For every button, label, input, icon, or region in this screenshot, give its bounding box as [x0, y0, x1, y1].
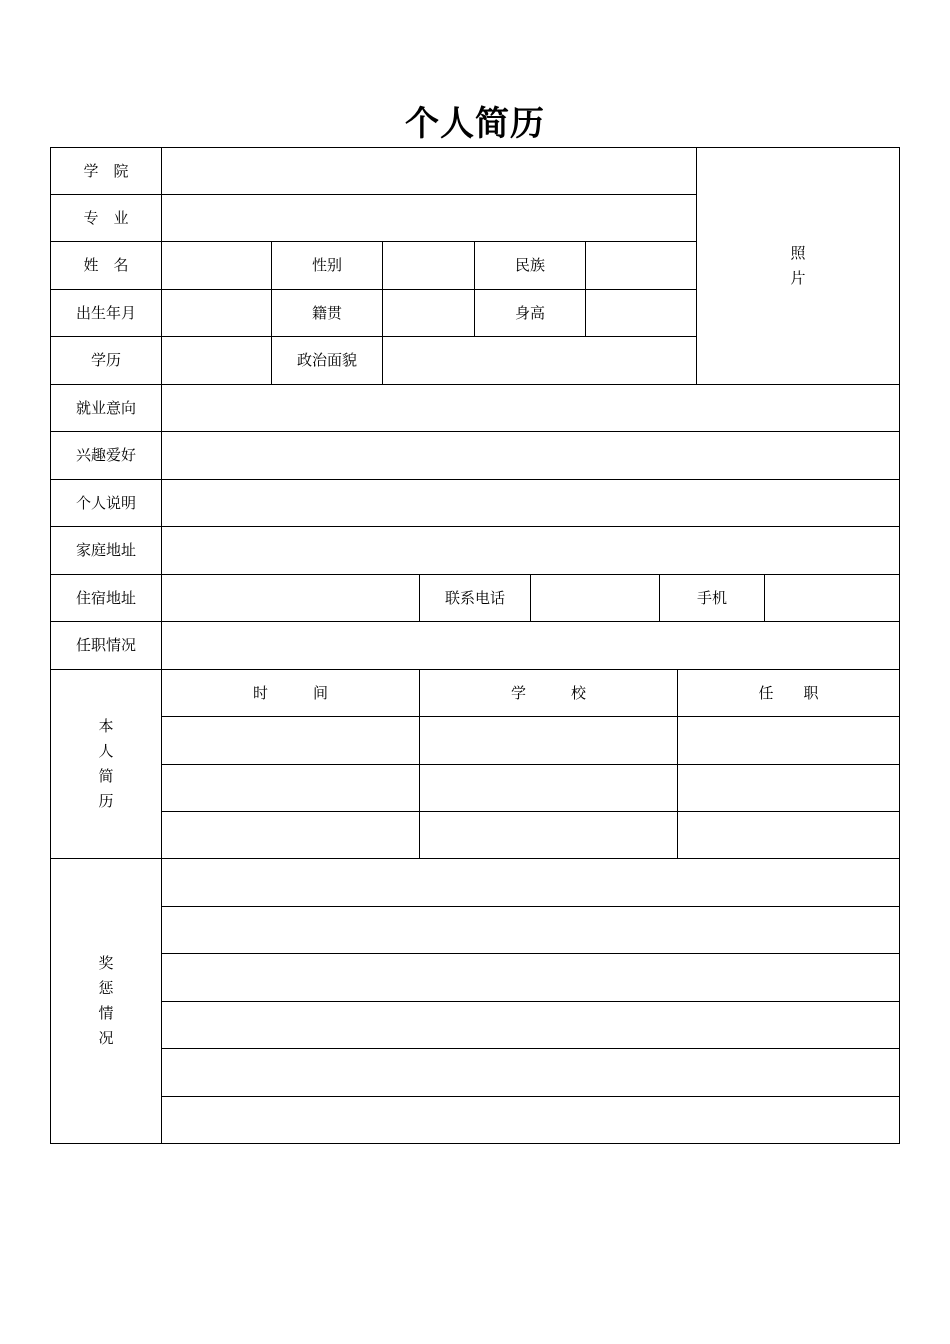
job-intention-label: 就业意向 [75, 398, 136, 417]
birth-label: 出生年月 [75, 303, 136, 322]
name-label: 姓 名 [83, 256, 129, 274]
dorm-address-label: 住宿地址 [75, 588, 136, 607]
row-line [161, 906, 900, 907]
row-line [161, 953, 900, 954]
row-line [50, 858, 900, 859]
document-title: 个人简历 [405, 104, 545, 144]
photo-label-text: 照 片 [790, 244, 806, 287]
positions-held-label: 任职情况 [75, 636, 136, 654]
personal-statement-field[interactable] [162, 480, 899, 526]
resume-header-time: 时 间 [252, 683, 328, 702]
college-field[interactable] [162, 148, 696, 194]
job-intention-field[interactable] [162, 385, 899, 431]
name-field[interactable] [162, 242, 271, 289]
height-field[interactable] [586, 290, 696, 336]
native-place-label: 籍贯 [311, 303, 342, 322]
home-address-label: 家庭地址 [75, 541, 136, 559]
home-address-field[interactable] [162, 527, 899, 574]
birth-field[interactable] [162, 290, 271, 336]
dorm-address-field[interactable] [162, 575, 419, 621]
political-status-field[interactable] [383, 337, 696, 384]
height-label: 身高 [514, 303, 545, 322]
ethnicity-label: 民族 [514, 256, 545, 274]
row-line [161, 716, 900, 717]
political-status-label: 政治面貌 [296, 351, 357, 369]
native-place-field[interactable] [383, 290, 474, 336]
row-line [161, 1048, 900, 1049]
photo-label [697, 148, 899, 384]
education-label: 学历 [90, 351, 121, 369]
row-line [161, 764, 900, 765]
hobbies-label: 兴趣爱好 [75, 446, 136, 464]
awards-section-label [51, 859, 161, 1143]
hobbies-field[interactable] [162, 432, 899, 479]
mobile-field[interactable] [765, 575, 899, 621]
resume-section-label [51, 670, 161, 858]
education-field[interactable] [162, 337, 271, 384]
gender-label: 性别 [311, 256, 342, 274]
border-bottom [50, 1143, 900, 1144]
row-line [161, 811, 900, 812]
awards-section-label-text: 奖 惩 情 况 [98, 954, 114, 1047]
row-line [161, 1096, 900, 1097]
positions-held-field[interactable] [162, 622, 899, 669]
mobile-label: 手机 [696, 588, 727, 607]
row-line [161, 1001, 900, 1002]
resume-header-school: 学 校 [510, 683, 586, 702]
gender-field[interactable] [383, 242, 474, 289]
contact-phone-field[interactable] [531, 575, 659, 621]
college-label: 学 院 [83, 161, 129, 180]
major-field[interactable] [162, 195, 696, 241]
resume-header-position: 任 职 [758, 683, 819, 702]
resume-section-label-text: 本 人 简 历 [98, 717, 114, 810]
ethnicity-field[interactable] [586, 242, 696, 289]
major-label: 专 业 [83, 208, 129, 227]
personal-statement-label: 个人说明 [75, 493, 136, 512]
contact-phone-label: 联系电话 [444, 588, 505, 607]
border-right [899, 147, 900, 1144]
